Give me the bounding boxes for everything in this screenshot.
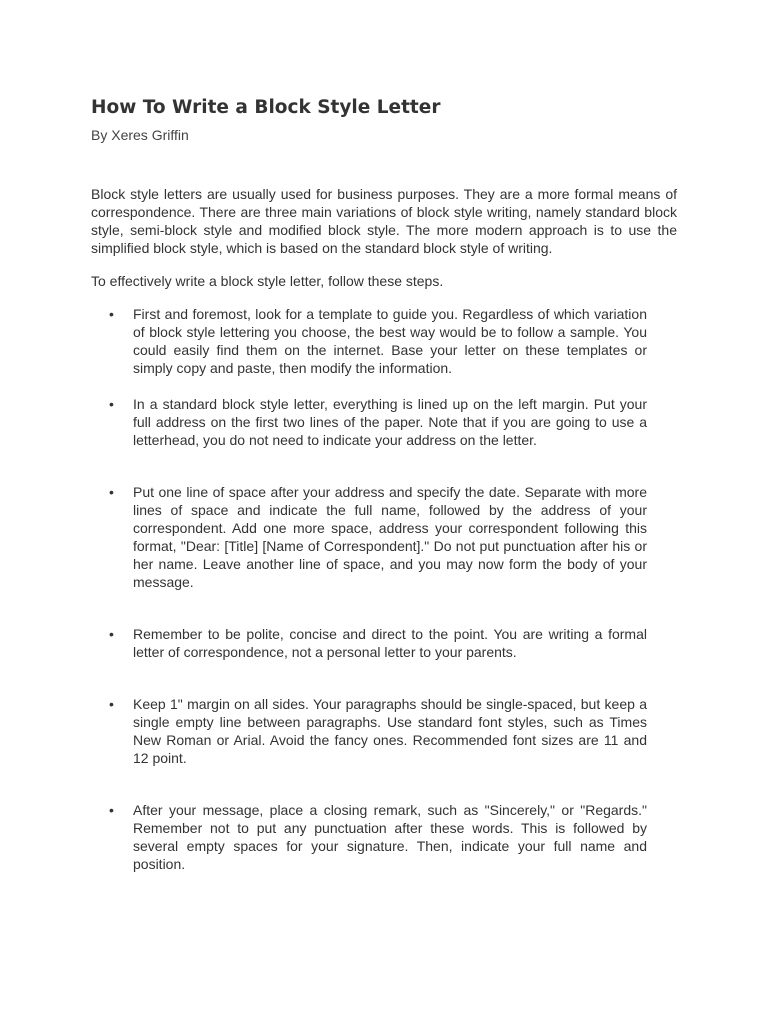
list-item — [109, 695, 647, 767]
document-page — [91, 96, 677, 873]
bullet-icon: • — [109, 696, 114, 712]
step-text: In a standard block style letter, everything is lined up on the left margin. Put your full address on the first two lines of the paper. Note that if you are going to use a letterhead, you do not need to indicate your address on the letter. — [133, 396, 647, 448]
step-text: Put one line of space after your address and specify the date. Separate with more lines of space and indicate the full name, followed by the address of your correspondent. Add one more space, address your correspondent following this format, "Dear: [Title] [Name of Correspondent]." Do not put punctuation after his or her name. Leave another line of space, and you may now form the body of your message. — [133, 484, 647, 590]
list-item — [109, 305, 647, 377]
list-item — [109, 395, 647, 449]
list-item — [109, 483, 647, 591]
step-text: Remember to be polite, concise and direct to the point. You are writing a formal letter of correspondence, not a personal letter to your parents. — [133, 626, 647, 660]
bullet-icon: • — [109, 396, 114, 412]
list-item — [109, 625, 647, 661]
step-text: Keep 1" margin on all sides. Your paragraphs should be single-spaced, but keep a single empty line between paragraphs. Use standard font styles, such as Times New Roman or Arial. Avoid the fancy ones. Recommended font sizes are 11 and 12 point. — [133, 696, 647, 766]
step-text: First and foremost, look for a template to guide you. Regardless of which variation of block style lettering you choose, the best way would be to follow a sample. You could easily find them on the internet. Base your letter on these templates or simply copy and paste, then modify the information. — [133, 306, 647, 376]
document-title: How To Write a Block Style Letter — [91, 97, 441, 118]
steps-lead-paragraph: To effectively write a block style letter, follow these steps. — [91, 273, 444, 289]
bullet-icon: • — [109, 802, 114, 818]
bullet-icon: • — [109, 484, 114, 500]
steps-list — [91, 305, 677, 873]
bullet-icon: • — [109, 626, 114, 642]
bullet-icon: • — [109, 306, 114, 322]
list-item — [109, 801, 647, 873]
step-text: After your message, place a closing remark, such as "Sincerely," or "Regards." Remember not to put any punctuation after these words. This is followed by several empty spaces for your signature. Then, indicate your full name and position. — [133, 802, 647, 872]
author-byline: By Xeres Griffin — [91, 127, 189, 143]
intro-paragraph: Block style letters are usually used for business purposes. They are a more formal means of correspondence. There are three main variations of block style writing, namely standard block style, semi-block style and modified block style. The more modern approach is to use the simplified block style, which is based on the standard block style of writing. — [91, 186, 677, 256]
